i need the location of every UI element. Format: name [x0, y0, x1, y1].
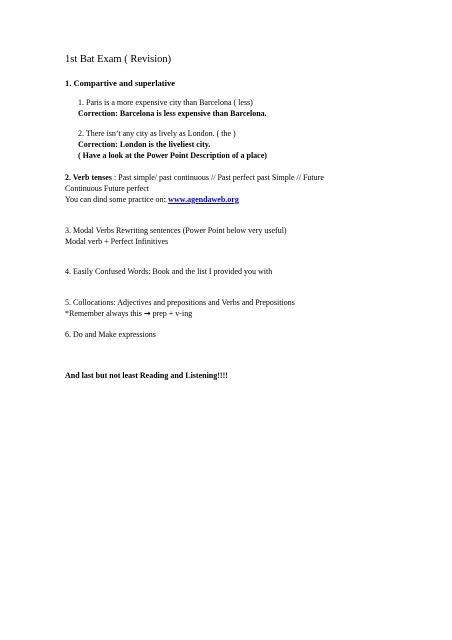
section-4-line-1: 4. Easily Confused Words: Book and the list I provided you with [65, 267, 273, 276]
section-2-practice-text: You can dind some practice on [65, 195, 164, 204]
section-1-item-2: 2. There isn’t any city as lively as London. ( the ) [78, 129, 236, 138]
section-3-line-2: Modal verb + Perfect Infinitives [65, 237, 169, 246]
section-2-practice-line [65, 196, 239, 204]
section-1-note-2: ( Have a look at the Power Point Description of a place) [78, 151, 267, 160]
section-5-remember-line [65, 310, 192, 318]
section-1-correction-1: Correction: Barcelona is less expensive than Barcelona. [78, 109, 267, 118]
section-2-practice-colon: : [163, 195, 169, 204]
section-5-remember-rule: prep + v-ing [150, 309, 193, 318]
section-2-line-1 [65, 174, 324, 182]
document-title: 1st Bat Exam ( Revision) [65, 54, 172, 65]
section-3-line-1: 3. Modal Verbs Rewriting sentences (Power Point below very useful) [65, 226, 287, 235]
section-2-line-2: Continuous Future perfect [65, 184, 149, 193]
section-5-line-1: 5. Collocations: Adjectives and prepositions and Verbs and Prepositions [65, 298, 295, 307]
section-2-heading: 2. Verb tenses [65, 173, 112, 182]
closing-line: And last but not least Reading and Listening!!!! [65, 371, 228, 380]
section-1-item-1: 1. Paris is a more expensive city than Barcelona ( less) [78, 98, 253, 107]
section-1-heading: 1. Compartive and superlative [65, 78, 176, 88]
section-6-line-1: 6. Do and Make expressions [65, 330, 156, 339]
section-5-remember-text: *Remember always this [65, 309, 144, 318]
section-1-correction-2: Correction: London is the liveliest city. [78, 140, 211, 149]
arrow-right-icon: → [143, 309, 151, 318]
section-2-tenses: : Past simple/ past continuous // Past perfect past Simple // Future [111, 173, 324, 182]
agendaweb-link[interactable]: www.agendaweb.org [168, 195, 239, 204]
